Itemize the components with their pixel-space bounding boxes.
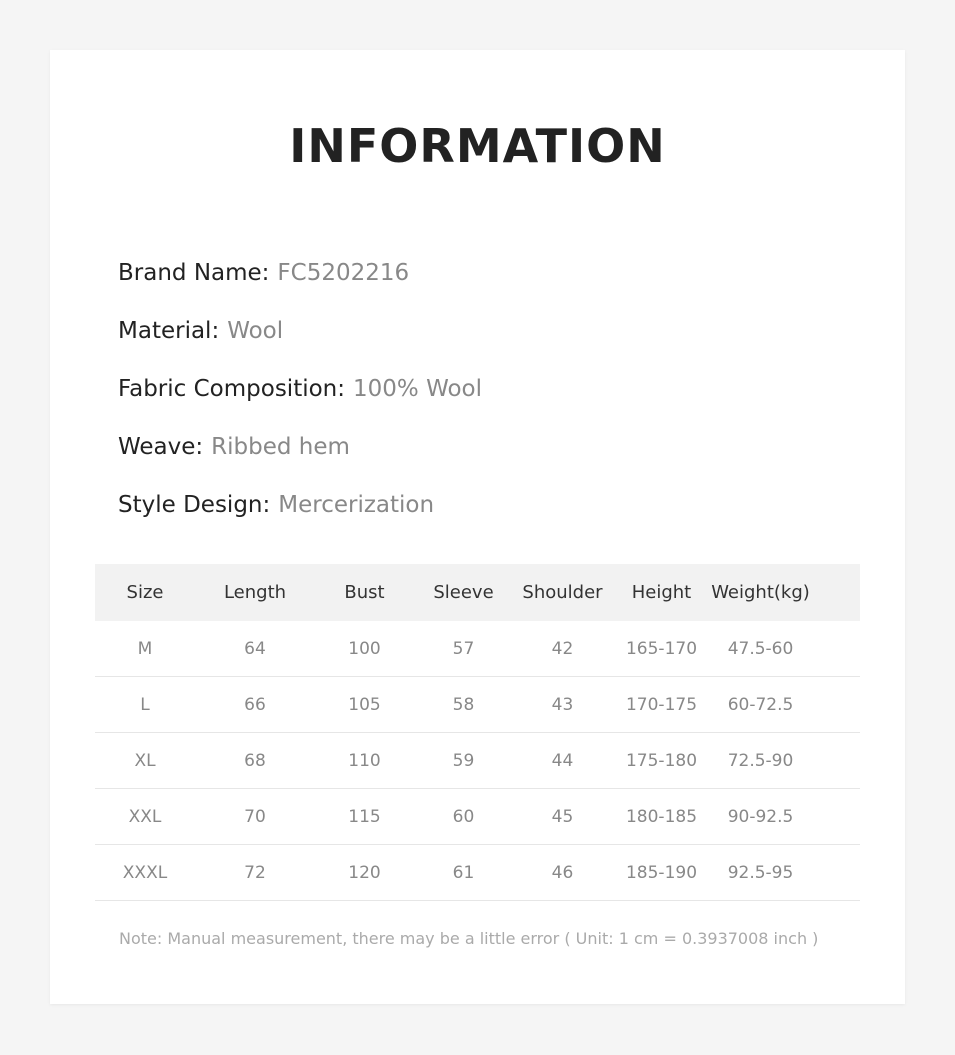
table-row xyxy=(95,789,860,845)
attribute-label: Weave: xyxy=(118,434,204,460)
table-cell: 47.5-60 xyxy=(727,638,794,659)
table-cell: XXL xyxy=(128,806,162,827)
attribute-brand-name xyxy=(118,256,409,290)
table-cell: 115 xyxy=(348,806,381,827)
page-title: INFORMATION xyxy=(289,119,666,173)
header-size: Size xyxy=(126,582,164,603)
header-weight: Weight(kg) xyxy=(711,582,810,603)
table-cell: 165-170 xyxy=(625,638,698,659)
table-cell: 68 xyxy=(244,750,266,771)
table-cell: 66 xyxy=(244,694,266,715)
table-cell: 110 xyxy=(348,750,381,771)
table-cell: 70 xyxy=(244,806,266,827)
attribute-weave xyxy=(118,430,350,464)
table-cell: XL xyxy=(134,750,156,771)
header-sleeve: Sleeve xyxy=(433,582,494,603)
table-row xyxy=(95,677,860,733)
attribute-fabric-composition xyxy=(118,372,482,406)
table-cell: XXXL xyxy=(122,862,168,883)
measurement-note: Note: Manual measurement, there may be a little error ( Unit: 1 cm = 0.3937008 inch ) xyxy=(119,929,819,948)
table-cell: 175-180 xyxy=(625,750,698,771)
table-cell: 61 xyxy=(452,862,475,883)
attribute-label: Fabric Composition: xyxy=(118,376,346,402)
info-card xyxy=(50,50,905,1004)
table-cell: 57 xyxy=(452,638,475,659)
attribute-value: FC5202216 xyxy=(277,260,410,286)
table-cell: 44 xyxy=(551,750,574,771)
table-cell: 45 xyxy=(551,806,574,827)
table-cell: 59 xyxy=(452,750,475,771)
table-cell: M xyxy=(137,638,153,659)
table-cell: L xyxy=(140,694,150,715)
table-cell: 60 xyxy=(452,806,475,827)
table-cell: 42 xyxy=(551,638,574,659)
header-length: Length xyxy=(223,582,287,603)
table-cell: 92.5-95 xyxy=(727,862,794,883)
table-cell: 185-190 xyxy=(625,862,698,883)
attribute-value: Mercerization xyxy=(278,492,435,518)
attribute-value: Wool xyxy=(227,318,284,344)
table-cell: 72 xyxy=(244,862,266,883)
attribute-value: 100% Wool xyxy=(353,376,483,402)
table-cell: 170-175 xyxy=(625,694,698,715)
table-row xyxy=(95,845,860,901)
table-cell: 43 xyxy=(551,694,574,715)
attribute-label: Material: xyxy=(118,318,220,344)
header-bust: Bust xyxy=(344,582,385,603)
table-cell: 72.5-90 xyxy=(727,750,794,771)
table-cell: 58 xyxy=(452,694,475,715)
attribute-label: Style Design: xyxy=(118,492,271,518)
table-cell: 180-185 xyxy=(625,806,698,827)
header-height: Height xyxy=(631,582,692,603)
table-cell: 90-92.5 xyxy=(727,806,794,827)
table-cell: 64 xyxy=(244,638,266,659)
table-row xyxy=(95,621,860,677)
size-table xyxy=(95,564,860,901)
attribute-label: Brand Name: xyxy=(118,260,270,286)
attribute-style-design xyxy=(118,488,434,522)
table-cell: 105 xyxy=(348,694,381,715)
size-table-header xyxy=(95,564,860,621)
table-cell: 46 xyxy=(551,862,574,883)
table-row xyxy=(95,733,860,789)
table-cell: 60-72.5 xyxy=(727,694,794,715)
attribute-value: Ribbed hem xyxy=(211,434,350,460)
header-shoulder: Shoulder xyxy=(522,582,603,603)
table-cell: 120 xyxy=(348,862,381,883)
table-cell: 100 xyxy=(348,638,381,659)
attribute-material xyxy=(118,314,283,348)
